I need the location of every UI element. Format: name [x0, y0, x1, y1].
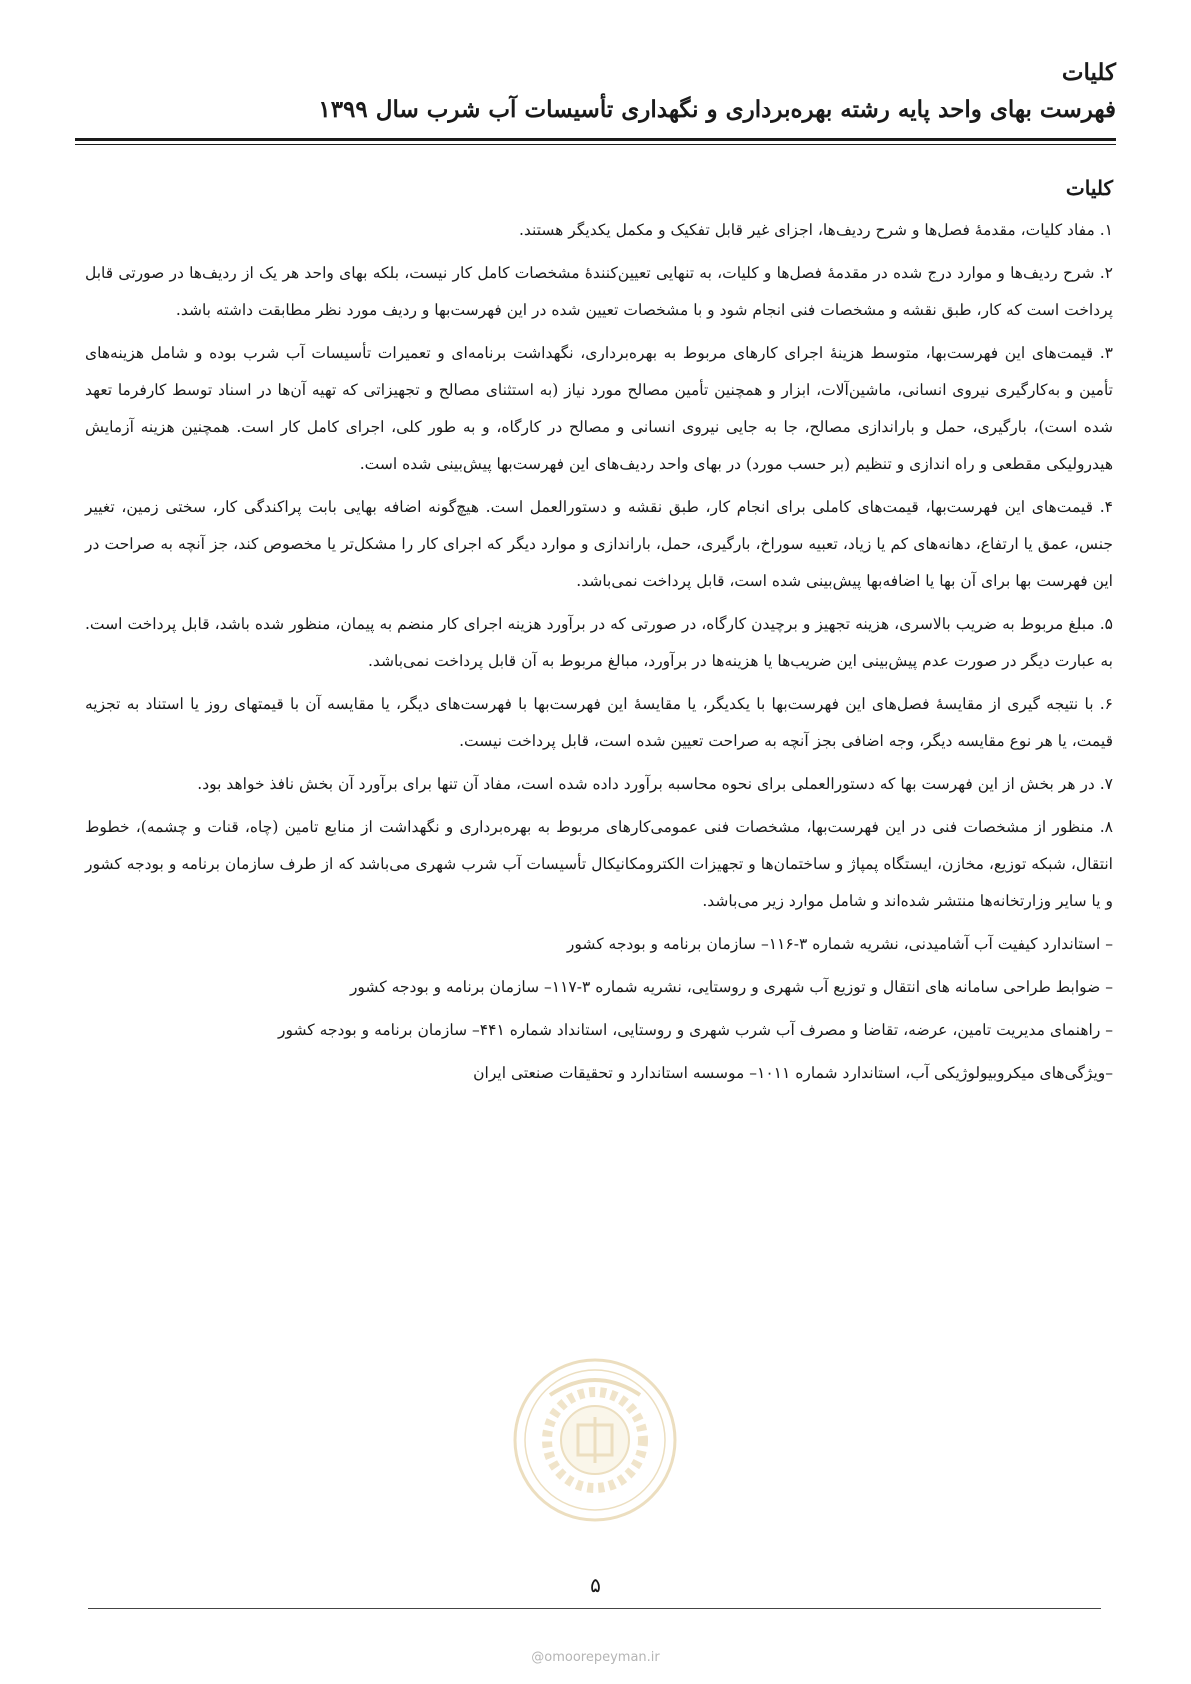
paragraph-4: ۴. قیمت‌های این فهرست‌بها، قیمت‌های کاملی برای انجام کار، طبق نقشه و دستورالعمل است. هیچ‌گونه اضافه بهایی بابت پراکندگی کار، سختی زمین، تغییر جنس، عمق یا ارتفاع، دهانه‌های کم یا زیاد، تعبیه سوراخ، بارگیری، حمل، باراندازی و موارد دیگر که اجرای کار را مشکل‌تر یا مخصوص کند، جز آنچه به صراحت در این فهرست بها برای آن بها یا اضافه‌بها پیش‌بینی شده است، قابل پرداخت نمی‌باشد. [85, 498, 1113, 590]
reference-item-1: – استاندارد کیفیت آب آشامیدنی، نشریه شماره ۳-۱۱۶– سازمان برنامه و بودجه کشور [566, 935, 1113, 953]
paragraph-6: ۶. با نتیجه گیری از مقایسهٔ فصل‌های این فهرست‌بها با یکدیگر، یا مقایسهٔ این فهرست‌بها با فهرست‌های دیگر، یا مقایسه آن با قیمتهای روز یا استناد به تجزیه قیمت، یا هر نوع مقایسه دیگر، وجه اضافی بجز آنچه به صراحت تعیین شده است، قابل پرداخت نیست. [85, 695, 1113, 750]
reference-item-3: – راهنمای مدیریت تامین، عرضه، تقاضا و مصرف آب شرب شهری و روستایی، استانداد شماره ۴۴۱– سازمان برنامه و بودجه کشور [277, 1021, 1113, 1039]
header-rule-thick [75, 138, 1116, 141]
reference-item-2: – ضوابط طراحی سامانه های انتقال و توزیع آب شهری و روستایی، نشریه شماره ۳-۱۱۷– سازمان برنامه و بودجه کشور [349, 978, 1113, 996]
watermark-credit: @omoorepeyman.ir [531, 1650, 660, 1665]
header-rule-thin [75, 144, 1116, 145]
header-document-title: فهرست بهای واحد پایه رشته بهره‌برداری و نگهداری تأسیسات آب شرب سال ۱۳۹۹ [318, 96, 1116, 123]
paragraph-1: ۱. مفاد کلیات، مقدمهٔ فصل‌ها و شرح ردیف‌ها، اجزای غیر قابل تفکیک و مکمل یکدیگر هستند. [518, 221, 1113, 239]
footer-rule [88, 1608, 1101, 1609]
page-header [75, 56, 1116, 128]
watermark-seal-icon [510, 1355, 680, 1525]
paragraph-7: ۷. در هر بخش از این فهرست بها که دستورالعملی برای نحوه محاسبه برآورد داده شده است، مفاد آن تنها برای برآورد آن بخش نافذ خواهد بود. [197, 775, 1113, 793]
document-body [85, 170, 1113, 1098]
reference-item-4: –ویژگی‌های میکروبیولوژیکی آب، استاندارد شماره ۱۰۱۱– موسسه استاندارد و تحقیقات صنعتی ایران [473, 1064, 1113, 1082]
paragraph-5: ۵. مبلغ مربوط به ضریب بالاسری، هزینه تجهیز و برچیدن کارگاه، در صورتی که در برآورد هزینه اجرای کار منضم به پیمان، منظور شده باشد، قابل پرداخت است. به عبارت دیگر در صورت عدم پیش‌بینی این ضریب‌ها یا هزینه‌ها در برآورد، مبالغ مربوط به آن قابل پرداخت نمی‌باشد. [85, 615, 1113, 670]
paragraph-2: ۲. شرح ردیف‌ها و موارد درج شده در مقدمهٔ فصل‌ها و کلیات، به تنهایی تعیین‌کنندهٔ مشخصات کامل کار نیست، بلکه بهای واحد هر یک از ردیف‌ها در صورتی قابل پرداخت است که کار، طبق نقشه و مشخصات فنی انجام شود و با مشخصات تعیین شده در این فهرست‌بها و ردیف مورد نظر مطابقت داشته باشد. [85, 264, 1113, 319]
section-heading: کلیات [1065, 176, 1113, 200]
page-number: ۵ [590, 1573, 601, 1597]
paragraph-8: ۸. منظور از مشخصات فنی در این فهرست‌بها، مشخصات فنی عمومی‌کارهای مربوط به بهره‌برداری و نگهداشت از منابع تامین (چاه، قنات و چشمه)، خطوط انتقال، شبکه توزیع، مخازن، ایستگاه پمپاژ و ساختمان‌ها و تجهیزات الکترومکانیکال تأسیسات آب شرب شهری می‌باشد که از طرف سازمان برنامه و بودجه کشور و یا سایر وزارتخانه‌ها منتشر شده‌اند و شامل موارد زیر می‌باشد. [85, 818, 1113, 910]
paragraph-3: ۳. قیمت‌های این فهرست‌بها، متوسط هزینهٔ اجرای کارهای مربوط به بهره‌برداری، نگهداشت برنامه‌ای و تعمیرات تأسیسات آب شرب بوده و شامل هزینه‌های تأمین و به‌کارگیری نیروی انسانی، ماشین‌آلات، ابزار و همچنین تأمین مصالح مورد نیاز (به استثنای مصالح و تجهیزاتی که تهیه آن‌ها در اسناد توسط کارفرما تعهد شده است)، بارگیری، حمل و باراندازی مصالح، جا به جایی نیروی انسانی و مصالح در کارگاه، و به طور کلی، اجرای کامل کار است. همچنین هزینه آزمایش هیدرولیکی مقطعی و راه اندازی و تنظیم (بر حسب مورد) در بهای واحد ردیف‌های این فهرست‌بها پیش‌بینی شده است. [85, 344, 1113, 473]
header-section-label: کلیات [1061, 59, 1116, 86]
